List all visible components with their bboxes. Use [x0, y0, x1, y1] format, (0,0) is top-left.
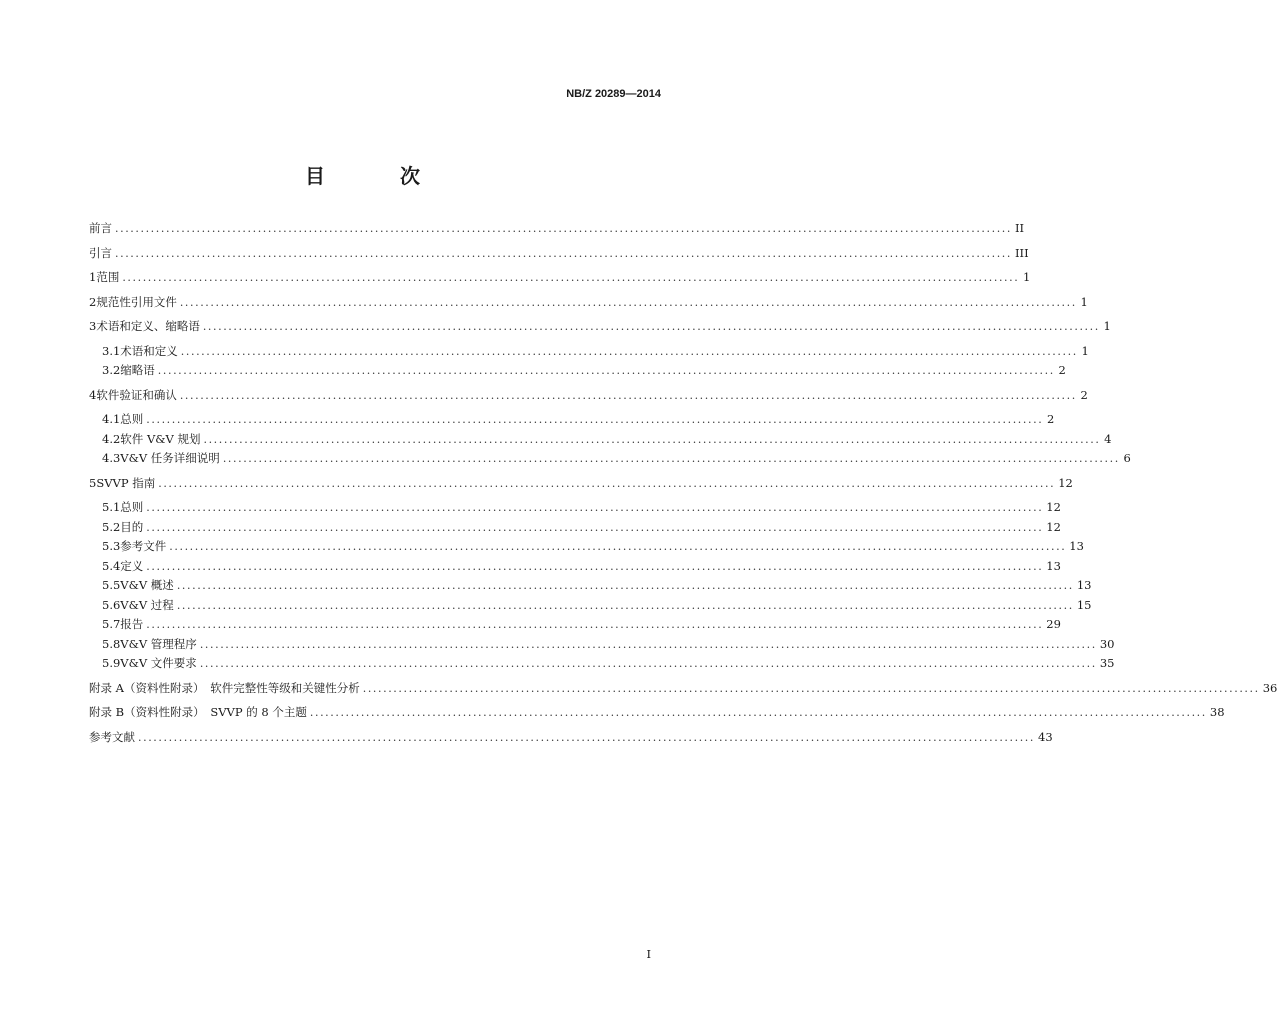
toc-entry-number: 5.5: [102, 578, 121, 592]
toc-entry[interactable]: [89, 431, 1112, 451]
toc-entry-number: 1: [89, 270, 97, 284]
toc-entry-page: 38: [1209, 705, 1225, 719]
dot-leader: ................................................................................................................................................................................: [222, 452, 1120, 465]
dot-leader: ................................................................................................................................................................................: [157, 364, 1055, 377]
toc-entry-page: 1: [1103, 319, 1111, 333]
toc-entry[interactable]: [89, 343, 1089, 363]
toc-entry-number: 5.6: [102, 597, 121, 612]
toc-entry-page: II: [1015, 221, 1025, 235]
toc-entry-page: 30: [1099, 636, 1115, 651]
dot-leader: ................................................................................................................................................................................: [203, 432, 1101, 446]
toc-entry-page: 12: [1046, 500, 1061, 514]
toc-entry-label: SVVP 指南: [96, 475, 156, 490]
toc-entry-label: 术语和定义、缩略语: [96, 319, 200, 333]
toc-entry-number: 2: [89, 294, 97, 309]
toc-entry-number: 3.2: [102, 363, 121, 377]
toc-entry-page: III: [1015, 245, 1029, 260]
toc-entry-number: 5.3: [102, 539, 121, 553]
dot-leader: ................................................................................................................................................................................: [180, 344, 1078, 358]
toc-entry[interactable]: [89, 655, 1115, 675]
toc-entry-page: 1: [1080, 294, 1088, 309]
dot-leader: ................................................................................................................................................................................: [176, 598, 1074, 612]
dot-leader: ................................................................................................................................................................................: [146, 618, 1044, 631]
toc-entry-number: 4.3: [102, 451, 121, 465]
toc-entry-label: 引言: [89, 245, 112, 260]
toc-entry-page: 4: [1104, 431, 1112, 446]
toc-entry-number: 5.1: [102, 500, 121, 514]
toc-entry-label: V&V 概述: [120, 578, 174, 592]
toc-entry[interactable]: [89, 538, 1084, 558]
dot-leader: ................................................................................................................................................................................: [362, 681, 1260, 695]
dot-leader: ................................................................................................................................................................................: [115, 246, 1012, 260]
dot-leader: ................................................................................................................................................................................: [146, 413, 1044, 426]
toc-entry-number: 5.9: [102, 656, 121, 670]
dot-leader: ................................................................................................................................................................................: [146, 559, 1044, 573]
page-number: I: [646, 947, 651, 961]
toc-entry-page: 35: [1099, 656, 1115, 670]
toc-entry-label: 附录 B（资料性附录） SVVP 的 8 个主题: [89, 705, 307, 719]
dot-leader: ................................................................................................................................................................................: [202, 320, 1100, 333]
toc-entry[interactable]: [89, 450, 1131, 470]
toc-title: 目 次: [305, 164, 454, 188]
toc-entry-page: 36: [1262, 680, 1277, 695]
toc-entry[interactable]: [89, 577, 1092, 597]
toc-entry-label: 总则: [120, 500, 144, 514]
toc-entry-number: 5.2: [102, 519, 121, 534]
toc-entry-number: 3: [89, 319, 97, 333]
toc-entry-label: 参考文献: [89, 729, 135, 744]
document-code: NB/Z 20289—2014: [566, 88, 661, 100]
toc-entry-label: V&V 过程: [120, 597, 174, 612]
toc-entry-label: V&V 管理程序: [120, 636, 197, 651]
toc-entry[interactable]: [89, 704, 1225, 724]
toc-entry[interactable]: [89, 362, 1066, 382]
toc-entry-page: 2: [1080, 387, 1088, 402]
toc-entry-label: 缩略语: [120, 363, 155, 377]
dot-leader: ................................................................................................................................................................................: [309, 706, 1207, 719]
toc-entry-number: 5.7: [102, 617, 121, 631]
toc-entry-number: 5: [89, 475, 97, 490]
toc-entry-label: 术语和定义: [120, 343, 178, 358]
dot-leader: ................................................................................................................................................................................: [138, 730, 1035, 744]
toc-entry-label: 定义: [120, 558, 144, 573]
toc-entry[interactable]: [89, 499, 1061, 519]
dot-leader: ................................................................................................................................................................................: [122, 271, 1020, 284]
toc-entry[interactable]: [89, 294, 1088, 314]
toc-entry[interactable]: [89, 387, 1088, 407]
toc-entry-label: V&V 任务详细说明: [120, 451, 220, 465]
toc-entry[interactable]: [89, 411, 1055, 431]
toc-entry-page: 43: [1038, 729, 1053, 744]
dot-leader: ................................................................................................................................................................................: [179, 295, 1077, 309]
toc-entry[interactable]: [89, 616, 1061, 636]
toc-entry-label: 软件 V&V 规划: [120, 431, 201, 446]
toc-entry[interactable]: [89, 475, 1073, 495]
toc-entry-label: 规范性引用文件: [96, 294, 177, 309]
toc-entry[interactable]: [89, 636, 1115, 656]
dot-leader: ................................................................................................................................................................................: [146, 501, 1044, 514]
toc-entry-page: 13: [1069, 539, 1084, 553]
toc-entry-label: 前言: [89, 221, 112, 235]
dot-leader: ................................................................................................................................................................................: [179, 388, 1077, 402]
dot-leader: ................................................................................................................................................................................: [169, 540, 1067, 553]
toc-entry-number: 3.1: [102, 343, 121, 358]
dot-leader: ................................................................................................................................................................................: [199, 637, 1097, 651]
dot-leader: ................................................................................................................................................................................: [199, 657, 1097, 670]
toc-entry-label: 附录 A（资料性附录） 软件完整性等级和关键性分析: [89, 680, 360, 695]
toc-entry-page: 13: [1076, 578, 1092, 592]
toc-entry-page: 12: [1058, 475, 1073, 490]
toc-entry-page: 2: [1046, 412, 1055, 426]
toc-entry-number: 4: [89, 387, 97, 402]
toc-entry-page: 13: [1046, 558, 1061, 573]
toc-entry-number: 4.1: [102, 412, 121, 426]
toc-entry-label: 范围: [96, 270, 120, 284]
toc-entry[interactable]: [89, 220, 1025, 240]
toc-entry[interactable]: [89, 269, 1031, 289]
toc-entry-page: 12: [1046, 519, 1061, 534]
toc-entry-number: 5.4: [102, 558, 121, 573]
toc-entry-label: 参考文件: [120, 539, 167, 553]
dot-leader: ................................................................................................................................................................................: [146, 520, 1044, 534]
toc-entry-label: 目的: [120, 519, 144, 534]
dot-leader: ................................................................................................................................................................................: [115, 222, 1012, 235]
toc-entry-page: 1: [1081, 343, 1089, 358]
toc-entry[interactable]: [89, 245, 1029, 265]
toc-entry-label: 软件验证和确认: [96, 387, 177, 402]
toc-entry-label: 报告: [120, 617, 144, 631]
table-of-contents: [89, 220, 1277, 748]
dot-leader: ................................................................................................................................................................................: [176, 579, 1074, 592]
toc-entry-page: 6: [1123, 451, 1131, 465]
toc-entry-page: 2: [1058, 363, 1066, 377]
toc-entry-label: V&V 文件要求: [120, 656, 197, 670]
toc-entry[interactable]: [89, 318, 1111, 338]
toc-entry-label: 总则: [120, 412, 144, 426]
toc-entry[interactable]: [89, 597, 1092, 617]
dot-leader: ................................................................................................................................................................................: [158, 476, 1056, 490]
toc-entry[interactable]: [89, 519, 1061, 539]
toc-entry-page: 1: [1023, 270, 1031, 284]
toc-entry[interactable]: [89, 680, 1277, 700]
toc-entry-page: 15: [1076, 597, 1092, 612]
toc-entry-number: 4.2: [102, 431, 121, 446]
toc-entry[interactable]: [89, 729, 1053, 749]
toc-entry-page: 29: [1046, 617, 1061, 631]
toc-entry-number: 5.8: [102, 636, 121, 651]
toc-entry[interactable]: [89, 558, 1061, 578]
